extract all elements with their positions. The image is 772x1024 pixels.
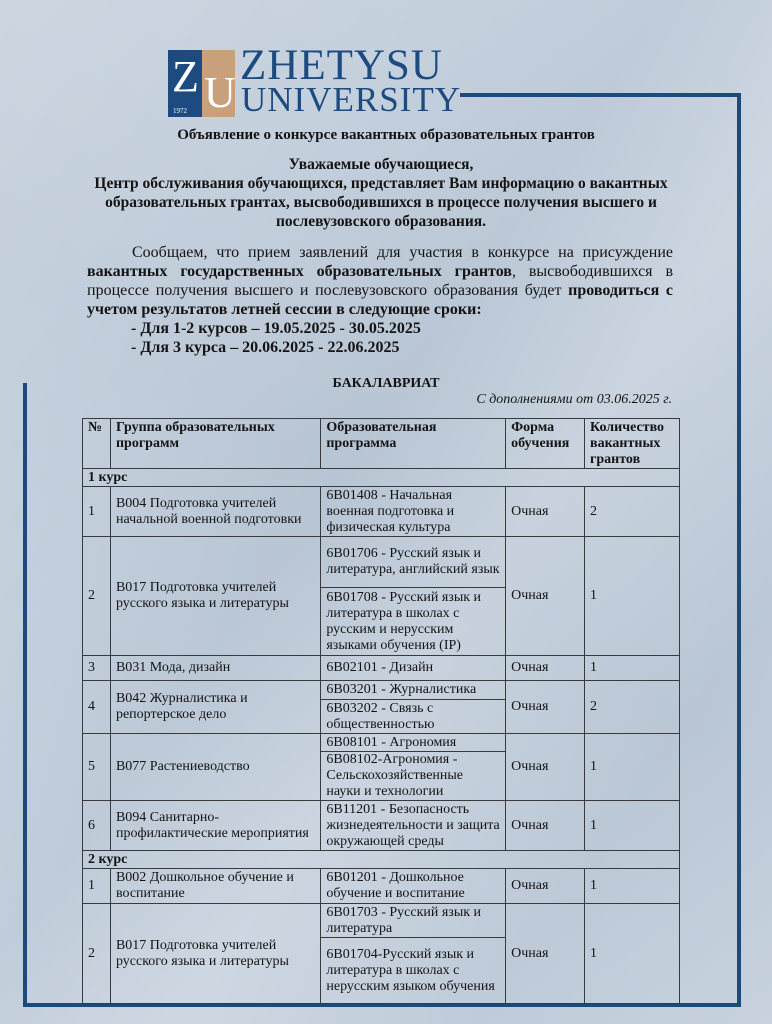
study-form: Очная (506, 681, 585, 734)
program: 6В01201 - Дошкольное обучение и воспитание (321, 869, 506, 904)
grant-count: 2 (585, 487, 680, 537)
row-number: 1 (83, 487, 111, 537)
program: 6В01408 - Начальная военная подготовка и физическая культура (321, 487, 506, 537)
program-group: В002 Дошкольное обучение и воспитание (110, 869, 320, 904)
frame-line-top (460, 93, 741, 97)
program: 6В08101 - Агрономия (321, 734, 506, 752)
row-number: 4 (83, 681, 111, 734)
logo-blue-panel (168, 50, 202, 117)
row-number: 1 (83, 869, 111, 904)
header-study-form: Форма обучения (506, 419, 585, 469)
grant-count: 1 (585, 656, 680, 681)
header-program-group: Группа образовательных программ (110, 419, 320, 469)
study-form: Очная (506, 869, 585, 904)
grant-count: 1 (585, 537, 680, 656)
announcement-title: Объявление о конкурсе вакантных образовательных грантов (177, 127, 595, 143)
grant-count: 2 (585, 681, 680, 734)
header-number: № (83, 419, 111, 469)
grant-count: 1 (585, 869, 680, 904)
program: 6В01706 - Русский язык и литература, английский язык (321, 537, 506, 588)
deadline-item: - Для 3 курса – 20.06.2025 - 22.06.2025 (131, 339, 400, 356)
table-row (83, 904, 680, 938)
body-paragraph (87, 243, 673, 319)
row-number: 6 (83, 801, 111, 851)
program-group: В042 Журналистика и репортерское дело (110, 681, 320, 734)
program: 6В03202 - Связь с общественностью (321, 700, 506, 734)
deadline-item: - Для 1-2 курсов – 19.05.2025 - 30.05.2025 (131, 320, 421, 337)
university-logo (168, 50, 235, 117)
section-title: БАКАЛАВРИАТ (332, 376, 440, 391)
table-header-row (83, 419, 680, 469)
program-group: В077 Растениеводство (110, 734, 320, 801)
program: 6В01708 - Русский язык и литература в школах с русским и нерусским языками обучения (IP) (321, 588, 506, 656)
grants-table (82, 418, 680, 1004)
study-form: Очная (506, 904, 585, 1004)
greeting-salutation: Уважаемые обучающиеся, (288, 156, 474, 173)
row-number: 3 (83, 656, 111, 681)
program-group: В004 Подготовка учителей начальной военной подготовки (110, 487, 320, 537)
study-form: Очная (506, 656, 585, 681)
logo-year: 1972 (173, 107, 187, 115)
logo-letter-z: Z (172, 52, 199, 101)
logo-letter-u: U (204, 68, 236, 117)
course-label: 2 курс (83, 851, 680, 869)
greeting-message: Центр обслуживания обучающихся, представляет Вам информацию о вакантных образовательных грантах, высвободившихся в процессе получения высшего и послевузовского образования. (94, 175, 668, 230)
table-row (83, 487, 680, 537)
table-row (83, 734, 680, 752)
grant-count: 1 (585, 801, 680, 851)
course-row (83, 851, 680, 869)
frame-line-left (23, 383, 27, 1007)
logo-tan-panel (202, 50, 235, 117)
row-number: 5 (83, 734, 111, 801)
program-group: В017 Подготовка учителей русского языка и литературы (110, 537, 320, 656)
grant-count: 1 (585, 734, 680, 801)
program: 6В01703 - Русский язык и литература (321, 904, 506, 938)
body-text-bold-1: вакантных государственных образовательных грантов (87, 263, 512, 280)
table-row (83, 869, 680, 904)
program: 6В08102-Агрономия - Сельскохозяйственные науки и технологии (321, 752, 506, 801)
body-text-2: , высвободившихся в процессе получения высшего и послевузовского образования будет (87, 263, 673, 299)
program: 6В01704-Русский язык и литература в школах с нерусским языком обучения (321, 938, 506, 1004)
grant-count: 1 (585, 904, 680, 1004)
table-row (83, 681, 680, 700)
brand-name-line1: ZHETYSU (240, 42, 443, 89)
course-label: 1 курс (83, 469, 680, 487)
study-form: Очная (506, 734, 585, 801)
study-form: Очная (506, 801, 585, 851)
study-form: Очная (506, 537, 585, 656)
program: 6В03201 - Журналистика (321, 681, 506, 700)
program: 6В02101 - Дизайн (321, 656, 506, 681)
supplement-note: С дополнениями от 03.06.2025 г. (476, 392, 672, 407)
table-row (83, 801, 680, 851)
program: 6В11201 - Безопасность жизнедеятельности и защита окружающей среды (321, 801, 506, 851)
frame-line-right (737, 93, 741, 1007)
table-row (83, 656, 680, 681)
study-form: Очная (506, 487, 585, 537)
greeting-block (85, 155, 677, 231)
row-number: 2 (83, 904, 111, 1004)
program-group: В094 Санитарно-профилактические мероприятия (110, 801, 320, 851)
body-text-bold-2: проводиться с учетом результатов летней сессии в следующие сроки: (87, 282, 674, 318)
course-row (83, 469, 680, 487)
header-grant-count: Количество вакантных грантов (585, 419, 680, 469)
program-group: В017 Подготовка учителей русского языка и литературы (110, 904, 320, 1004)
row-number: 2 (83, 537, 111, 656)
header-program: Образовательная программа (321, 419, 506, 469)
brand-name-line2: UNIVERSITY (241, 80, 461, 119)
deadlines-list (131, 319, 421, 357)
body-text-1: Сообщаем, что прием заявлений для участия в конкурсе на присуждение (132, 244, 673, 261)
table-row (83, 537, 680, 588)
program-group: В031 Мода, дизайн (110, 656, 320, 681)
